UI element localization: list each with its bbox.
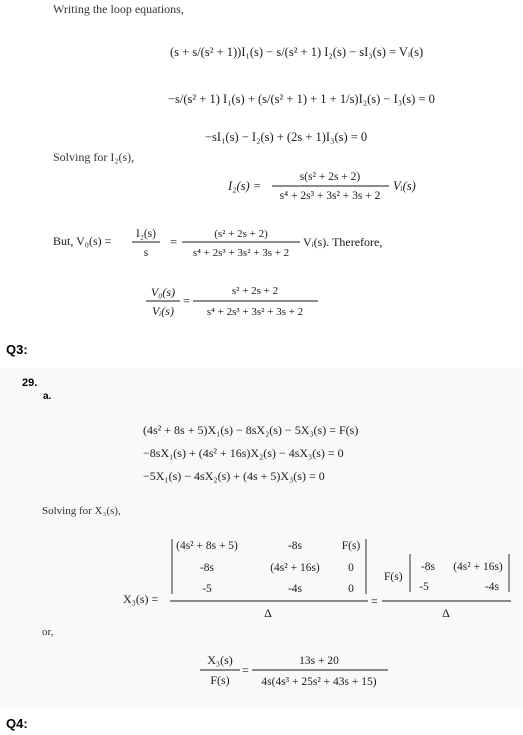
solving-for-i2-text: Solving for I₂(s), (53, 150, 135, 164)
delta-1: Δ (264, 606, 272, 620)
loop-equations-math (0, 0, 523, 330)
tf2-lhs-den: F(s) (210, 673, 230, 687)
sys-eq-1: (4s² + 8s + 5)X₁(s) − 8sX₂(s) − 5X₃(s) = F(s) (143, 423, 359, 437)
sys-eq-3: −5X₁(s) − 4sX₂(s) + (4s + 5)X₃(s) = 0 (143, 469, 325, 483)
loop-eq-3: −sI₁(s) − I₂(s) + (2s + 1)I₃(s) = 0 (205, 130, 368, 144)
tf1-num: s² + 2s + 2 (231, 285, 279, 297)
delta-2: Δ (442, 606, 450, 620)
x3-lhs: X₃(s) = (123, 592, 159, 606)
tf2-lhs-num: X₃(s) (207, 653, 233, 667)
det-cell-3-1: -5 (202, 583, 212, 595)
tf1-den: s⁴ + 2s³ + 3s² + 3s + 2 (206, 306, 304, 318)
but-den: s⁴ + 2s³ + 3s² + 3s + 2 (192, 247, 290, 259)
det-cell-1-1: (4s² + 8s + 5) (176, 540, 238, 552)
tf2-num: 13s + 20 (299, 655, 339, 667)
q4-heading: Q4: (6, 716, 28, 731)
det-cell-2-2: (4s² + 16s) (270, 562, 320, 574)
minor-cell-1-1: -8s (420, 561, 436, 573)
det-cell-2-3: 0 (348, 562, 354, 574)
fs-factor: F(s) (384, 571, 403, 583)
but-frac-num: I₂(s) (136, 228, 156, 240)
i2-lhs: I₂(s) = (228, 179, 262, 193)
minor-cell-1-2: (4s² + 16s) (453, 561, 503, 573)
but-label: But, V₀(s) = (53, 234, 112, 248)
det-cell-1-3: F(s) (341, 540, 361, 552)
det-cell-3-3: 0 (348, 583, 354, 595)
det-cell-2-1: -8s (199, 562, 215, 574)
but-tail: Vᵢ(s). Therefore, (303, 235, 383, 249)
i2-denominator: s⁴ + 2s³ + 3s² + 3s + 2 (279, 190, 381, 202)
loop-eq-1: (s + s/(s² + 1))I₁(s) − s/(s² + 1) I₂(s) − sI₃(s) = Vᵢ(s) (170, 45, 424, 59)
tf2-eq: = (242, 663, 249, 677)
i2-numerator: s(s² + 2s + 2) (299, 171, 361, 183)
sys-eq-2: −8sX₁(s) + (4s² + 16s)X₂(s) − 4sX₃(s) = 0 (143, 446, 344, 460)
part-letter: a. (43, 391, 52, 402)
but-eq: = (170, 235, 178, 249)
minor-cell-2-1: -5 (419, 581, 429, 593)
tf1-lhs-num: V₀(s) (150, 285, 176, 299)
tf2-den: 4s(4s³ + 25s² + 43s + 15) (261, 676, 377, 688)
problem-29-math (0, 368, 523, 708)
q3-heading: Q3: (6, 342, 28, 357)
solving-for-x3-text: Solving for X₃(s), (42, 505, 121, 517)
x3-eq-sign: = (371, 594, 378, 608)
or-text: or, (42, 626, 54, 638)
minor-cell-2-2: -4s (484, 581, 500, 593)
problem-number: 29. (22, 377, 38, 389)
solution-block-problem-29 (0, 368, 523, 708)
tf1-lhs-den: Vᵢ(s) (152, 304, 174, 318)
det-cell-1-2: -8s (287, 540, 303, 552)
but-num: (s² + 2s + 2) (214, 228, 268, 240)
i2-rhs: Vᵢ(s) (393, 179, 416, 193)
tf1-eq: = (183, 294, 191, 308)
intro-text: Writing the loop equations, (53, 2, 184, 16)
loop-eq-2: −s/(s² + 1) I₁(s) + (s/(s² + 1) + 1 + 1/s)I₂(s) − I₃(s) = 0 (168, 92, 435, 106)
solution-block-loop-equations (0, 0, 523, 330)
det-cell-3-2: -4s (287, 583, 303, 595)
but-frac-den: s (143, 247, 149, 259)
